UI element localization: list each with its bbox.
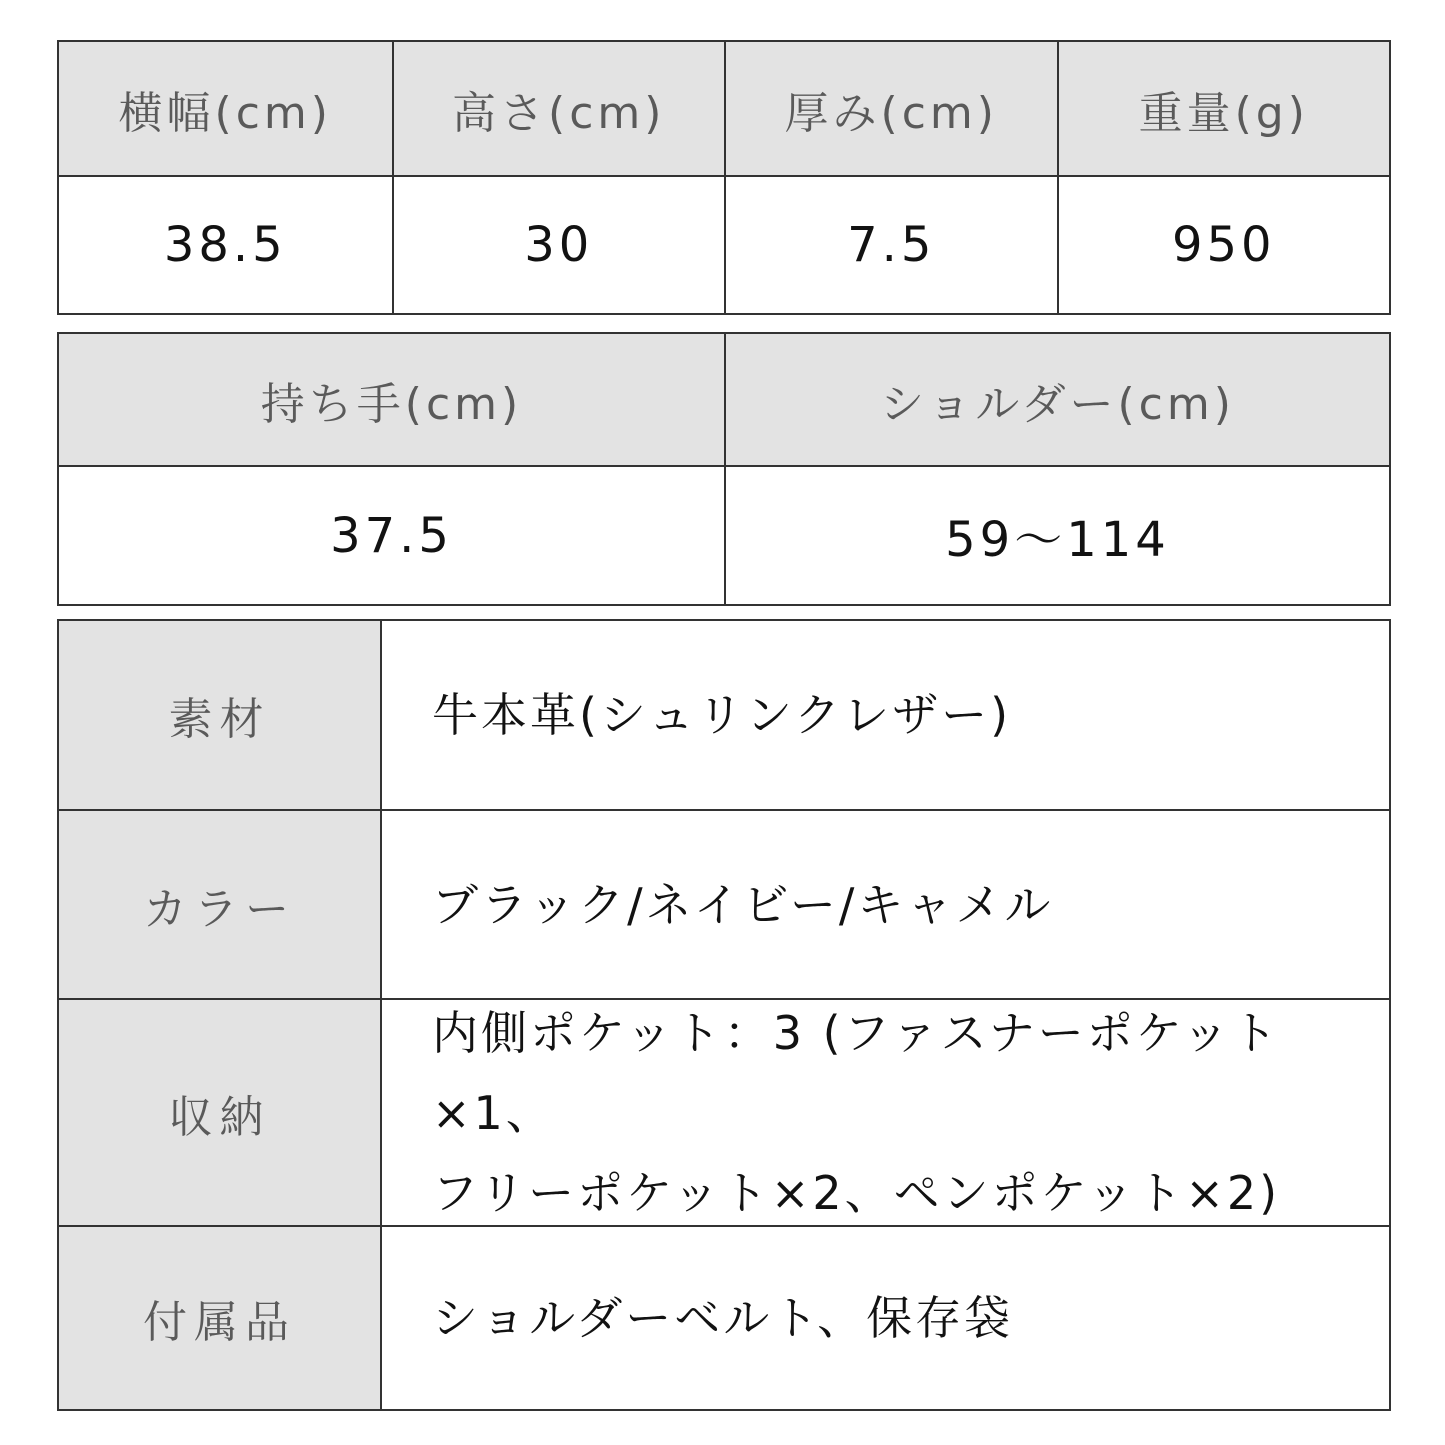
- value-cell-handle: 37.5: [59, 465, 724, 604]
- spec-label-color: カラー: [59, 809, 380, 998]
- spec-value-color-line: ブラック/ネイビー/キャメル: [432, 877, 1054, 932]
- spec-value-accessories-line: ショルダーベルト、保存袋: [432, 1291, 1014, 1345]
- spec-value-color: [380, 809, 1389, 998]
- spec-value-material: [380, 621, 1389, 809]
- header-cell-weight: 重量(g): [1057, 42, 1390, 175]
- header-cell-handle: 持ち手(cm): [59, 334, 724, 465]
- header-cell-height: 高さ(cm): [392, 42, 725, 175]
- header-cell-width: 横幅(cm): [59, 42, 392, 175]
- header-cell-depth: 厚み(cm): [724, 42, 1057, 175]
- spec-value-material-line: 牛本革(シュリンクレザー): [432, 688, 1012, 742]
- spec-value-accessories: [380, 1225, 1389, 1409]
- value-cell-width: 38.5: [59, 175, 392, 313]
- spec-label-accessories: 付属品: [59, 1225, 380, 1409]
- header-cell-shoulder: ショルダー(cm): [724, 334, 1389, 465]
- spec-sheet: [57, 40, 1391, 1411]
- spec-value-storage: [380, 998, 1389, 1225]
- size-table: [57, 40, 1391, 315]
- handle-table: [57, 332, 1391, 606]
- value-cell-shoulder: 59〜114: [724, 465, 1389, 604]
- spec-value-storage-line-1: 内側ポケット：3 (ファスナーポケット×1、: [432, 1005, 1281, 1140]
- value-cell-height: 30: [392, 175, 725, 313]
- spec-label-storage: 収納: [59, 998, 380, 1225]
- spec-value-storage-line-2: フリーポケット×2、ペンポケット×2): [432, 1165, 1281, 1220]
- spec-table: [57, 619, 1391, 1411]
- value-cell-depth: 7.5: [724, 175, 1057, 313]
- spec-label-material: 素材: [59, 621, 380, 809]
- value-cell-weight: 950: [1057, 175, 1390, 313]
